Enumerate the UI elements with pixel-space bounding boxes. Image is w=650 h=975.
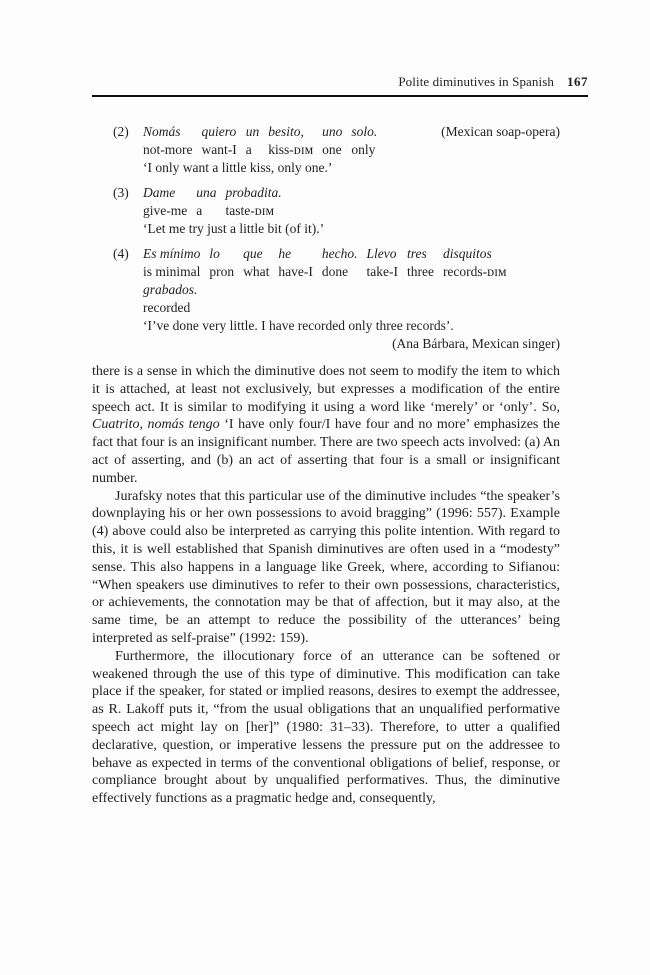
- gloss-unit: [143, 245, 200, 281]
- running-header: [92, 74, 588, 90]
- gloss-unit: [322, 245, 358, 281]
- source-word: Nomás: [143, 124, 181, 139]
- example-number: (2): [113, 124, 129, 139]
- gloss-pairs: [143, 245, 560, 281]
- source-word: disquitos: [442, 246, 492, 261]
- text-segment: there is a sense in which the diminutive does not seem to modify the item to which it is attached, at least not exclusively, but expresses a modification of the entire speech act. It is similar to modifying it using a word like ‘merely’ or ‘only’. So,: [92, 364, 560, 415]
- gloss-unit: [407, 245, 434, 281]
- source-word: lo: [209, 246, 220, 261]
- gloss-word: what: [243, 264, 270, 279]
- gloss-word: done: [321, 264, 349, 279]
- gloss-unit: [351, 123, 377, 159]
- gloss-unit: [443, 245, 507, 281]
- gloss-word: have-I: [278, 264, 313, 279]
- gloss-word: not-more: [143, 142, 193, 157]
- gloss-row: [143, 123, 560, 159]
- paragraph: [92, 648, 560, 808]
- text-segment: Jurafsky notes that this particular use of the diminutive includes “the speaker’s downplaying his or her own possessions to avoid bragging” (1996: 557). Example (4) above could also be interpreted as carrying this polite intention. With regard to this, it is well established that Spanish diminutives are often used in a “modesty” sense. This also happens in a language like Greek, where, according to Sifianou: “When speakers use diminutives to refer to their own possessions, characteristics, or achievements, the connotation may be that of affection, but it may also, at the same time, be an attempt to reduce the possibility of the utterances’ being interpreted as self-praise” (1992: 159).: [92, 488, 560, 646]
- gloss-unit: [143, 281, 197, 317]
- example-item: [92, 123, 560, 177]
- text-segment: Furthermore, the illocutionary force of an utterance can be softened or weakened through the use of this type of diminutive. This modification can take place if the speaker, for stated or implied reasons, desires to exempt the addressee, as R. Lakoff puts it, “from the usual obligations that an unqualified performative speech act might lay on [her]” (1980: 31–33). Therefore, to utter a qualified declarative, question, or imperative lessens the pressure put on the addressee to behave as expected in terms of the conventional obligations of belief, response, or compliance brought about by unqualified performatives. Thus, the diminutive effectively functions as a pragmatic hedge and, consequently,: [92, 648, 560, 807]
- source-word: Es mínimo: [143, 246, 201, 261]
- running-head-title: Polite diminutives in Spanish: [398, 74, 554, 89]
- gloss-word: recorded: [143, 300, 191, 315]
- example-source-note: (Mexican soap-opera): [441, 124, 560, 139]
- gloss-unit: [268, 123, 313, 159]
- gloss-unit: [143, 184, 187, 220]
- gloss-word: records-ᴅɪᴍ: [442, 264, 507, 279]
- gloss-row: [143, 281, 560, 317]
- italic-phrase: Cuatrito, nomás tengo: [92, 417, 220, 433]
- text-segment: ‘I have only four/I have four and no more’ emphasizes the fact that four is an insignificant number. There are two speech acts involved: (a) An act of asserting, and (b) an act of asserting that four is a small or insignificant number.: [92, 417, 560, 486]
- source-word: una: [196, 185, 217, 200]
- example-number: (4): [113, 246, 129, 261]
- source-word: probadita.: [225, 185, 282, 200]
- gloss-row: [143, 184, 560, 220]
- source-word: grabados.: [143, 282, 198, 297]
- gloss-word: a: [245, 142, 252, 157]
- source-word: quiero: [201, 124, 237, 139]
- gloss-word: three: [406, 264, 434, 279]
- example-item: [92, 245, 560, 353]
- gloss-word: only: [351, 142, 376, 157]
- gloss-unit: [278, 245, 312, 281]
- gloss-unit: [196, 184, 216, 220]
- gloss-pairs: [143, 281, 560, 317]
- gloss-row: [143, 245, 560, 281]
- header-rule: [92, 95, 588, 97]
- example-body: [143, 184, 560, 238]
- example-number: (3): [113, 185, 129, 200]
- example-item: [92, 184, 560, 238]
- gloss-unit: [225, 184, 281, 220]
- gloss-word: one: [322, 142, 342, 157]
- example-translation: ‘I only want a little kiss, only one.’: [143, 160, 333, 175]
- paragraph: [92, 488, 560, 648]
- body-text-section: [92, 363, 560, 808]
- gloss-unit: [246, 123, 260, 159]
- gloss-unit: [366, 245, 397, 281]
- gloss-word: pron: [209, 264, 235, 279]
- example-translation: ‘Let me try just a little bit (of it).’: [143, 221, 325, 236]
- source-word: Llevo: [366, 246, 397, 261]
- gloss-word: give-me: [143, 203, 188, 218]
- gloss-unit: [209, 245, 234, 281]
- gloss-unit: [243, 245, 269, 281]
- gloss-word: taste-ᴅɪᴍ: [225, 203, 275, 218]
- paragraph: [92, 363, 560, 488]
- examples-section: [92, 123, 560, 353]
- gloss-word: is minimal: [143, 264, 201, 279]
- source-word: solo.: [351, 124, 378, 139]
- source-word: que: [243, 246, 263, 261]
- gloss-word: a: [196, 203, 203, 218]
- gloss-word: want-I: [201, 142, 237, 157]
- example-translation: ‘I’ve done very little. I have recorded only three records’.: [143, 318, 454, 333]
- source-word: tres: [406, 246, 427, 261]
- source-word: uno: [322, 124, 343, 139]
- gloss-unit: [143, 123, 193, 159]
- gloss-unit: [322, 123, 342, 159]
- source-word: un: [245, 124, 260, 139]
- page-number: 167: [567, 74, 588, 89]
- source-word: Dame: [143, 185, 176, 200]
- source-word: hecho.: [321, 246, 358, 261]
- example-body: [143, 245, 560, 353]
- example-attribution: (Ana Bárbara, Mexican singer): [392, 336, 560, 351]
- source-word: besito,: [268, 124, 304, 139]
- gloss-pairs: [143, 184, 560, 220]
- source-word: he: [278, 246, 292, 261]
- page-content: [92, 74, 588, 808]
- example-body: [143, 123, 560, 177]
- gloss-word: kiss-ᴅɪᴍ: [268, 142, 314, 157]
- gloss-word: take-I: [366, 264, 398, 279]
- gloss-unit: [202, 123, 237, 159]
